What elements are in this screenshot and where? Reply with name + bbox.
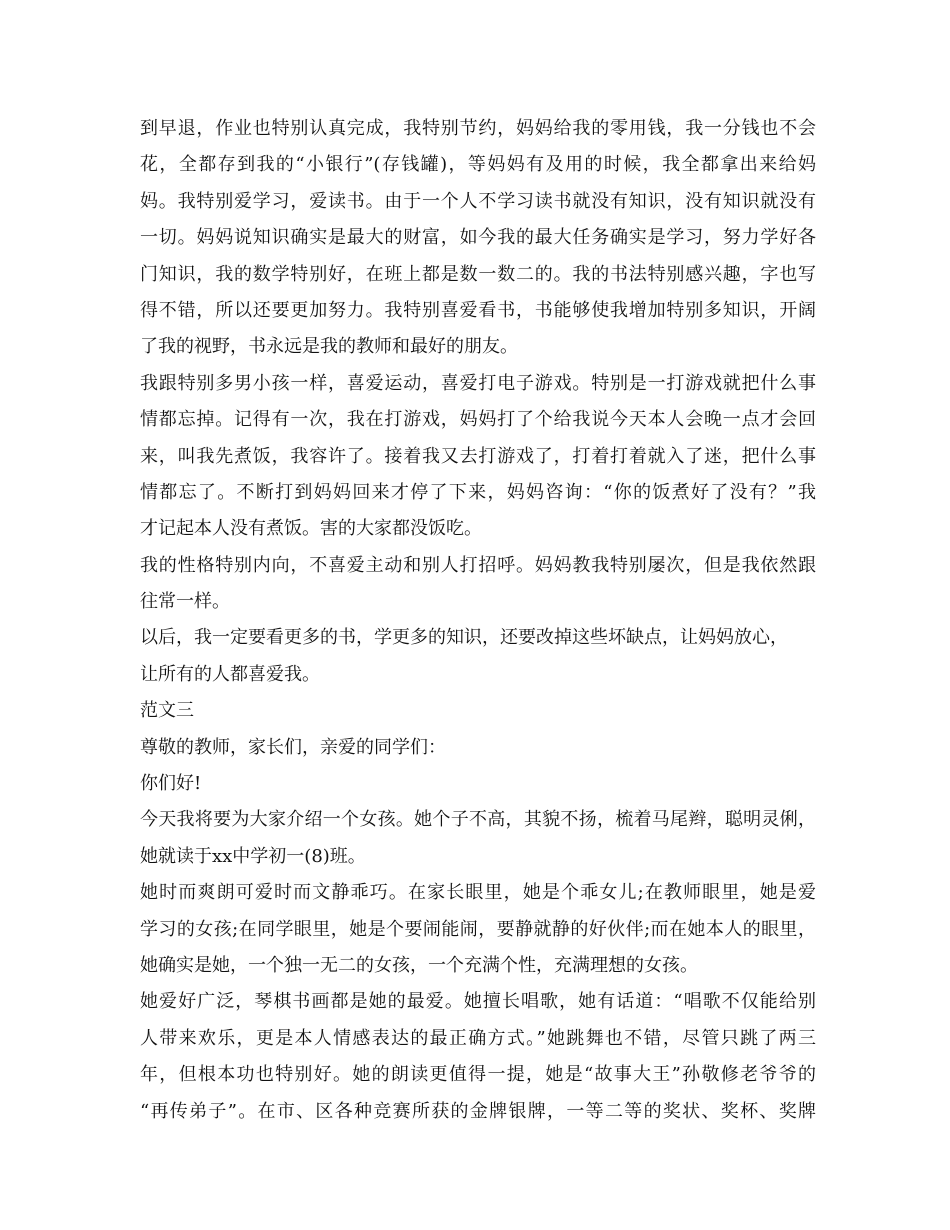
text-line: 以后，我一定要看更多的书，学更多的知识，还要改掉这些坏缺点，让妈妈放心， bbox=[140, 627, 788, 649]
text-line: 才记起本人没有煮饭。害的大家都没饭吃。 bbox=[140, 518, 482, 540]
text-line: 今天我将要为大家介绍一个女孩。她个子不高，其貌不扬，梳着马尾辫，聪明灵俐， bbox=[140, 809, 816, 831]
text-line: “再传弟子”。在市、区各种竞赛所获的金牌银牌，一等二等的奖状、奖杯、奖牌 bbox=[140, 1100, 816, 1122]
text-line: 一切。妈妈说知识确实是最大的财富，如今我的最大任务确实是学习，努力学好各 bbox=[140, 227, 816, 249]
text-line: 门知识，我的数学特别好，在班上都是数一数二的。我的书法特别感兴趣，字也写 bbox=[140, 263, 816, 285]
text-line: 尊敬的教师，家长们，亲爱的同学们： bbox=[140, 736, 446, 758]
document-body bbox=[140, 111, 816, 1130]
text-line: 了我的视野，书永远是我的教师和最好的朋友。 bbox=[140, 336, 518, 358]
text-line: 往常一样。 bbox=[140, 591, 230, 613]
text-line: 年，但根本功也特别好。她的朗读更值得一提，她是“故事大王”孙敬修老爷爷的 bbox=[140, 1064, 816, 1086]
text-line: 我跟特别多男小孩一样，喜爱运动，喜爱打电子游戏。特别是一打游戏就把什么事 bbox=[140, 372, 816, 394]
text-line: 让所有的人都喜爱我。 bbox=[140, 663, 320, 685]
text-line: 情都忘了。不断打到妈妈回来才停了下来，妈妈咨询：“你的饭煮好了没有？”我 bbox=[140, 481, 816, 503]
text-line: 情都忘掉。记得有一次，我在打游戏，妈妈打了个给我说今天本人会晚一点才会回 bbox=[140, 409, 816, 431]
text-line: 你们好! bbox=[140, 773, 202, 795]
text-line: 学习的女孩;在同学眼里，她是个要闹能闹，要静就静的好伙伴;而在她本人的眼里， bbox=[140, 918, 816, 940]
text-line: 人带来欢乐，更是本人情感表达的最正确方式。”她跳舞也不错，尽管只跳了两三 bbox=[140, 1027, 816, 1049]
text-line: 范文三 bbox=[140, 700, 194, 722]
text-line: 来，叫我先煮饭，我容许了。接着我又去打游戏了，打着打着就入了迷，把什么事 bbox=[140, 445, 816, 467]
text-line: 妈。我特别爱学习，爱读书。由于一个人不学习读书就没有知识，没有知识就没有 bbox=[140, 190, 816, 212]
text-line: 花，全都存到我的“小银行”(存钱罐)，等妈妈有及用的时候，我全都拿出来给妈 bbox=[140, 154, 816, 176]
text-line: 她确实是她，一个独一无二的女孩，一个充满个性，充满理想的女孩。 bbox=[140, 954, 698, 976]
text-line: 她就读于xx中学初一(8)班。 bbox=[140, 845, 366, 867]
text-line: 得不错，所以还要更加努力。我特别喜爱看书，书能够使我增加特别多知识，开阔 bbox=[140, 299, 816, 321]
text-line: 到早退，作业也特别认真完成，我特别节约，妈妈给我的零用钱，我一分钱也不会 bbox=[140, 118, 816, 139]
text-line: 她爱好广泛，琴棋书画都是她的最爱。她擅长唱歌，她有话道：“唱歌不仅能给别 bbox=[140, 991, 816, 1013]
text-line: 她时而爽朗可爱时而文静乖巧。在家长眼里，她是个乖女儿;在教师眼里，她是爱 bbox=[140, 882, 816, 904]
text-line: 我的性格特别内向，不喜爱主动和别人打招呼。妈妈教我特别屡次，但是我依然跟 bbox=[140, 554, 816, 576]
